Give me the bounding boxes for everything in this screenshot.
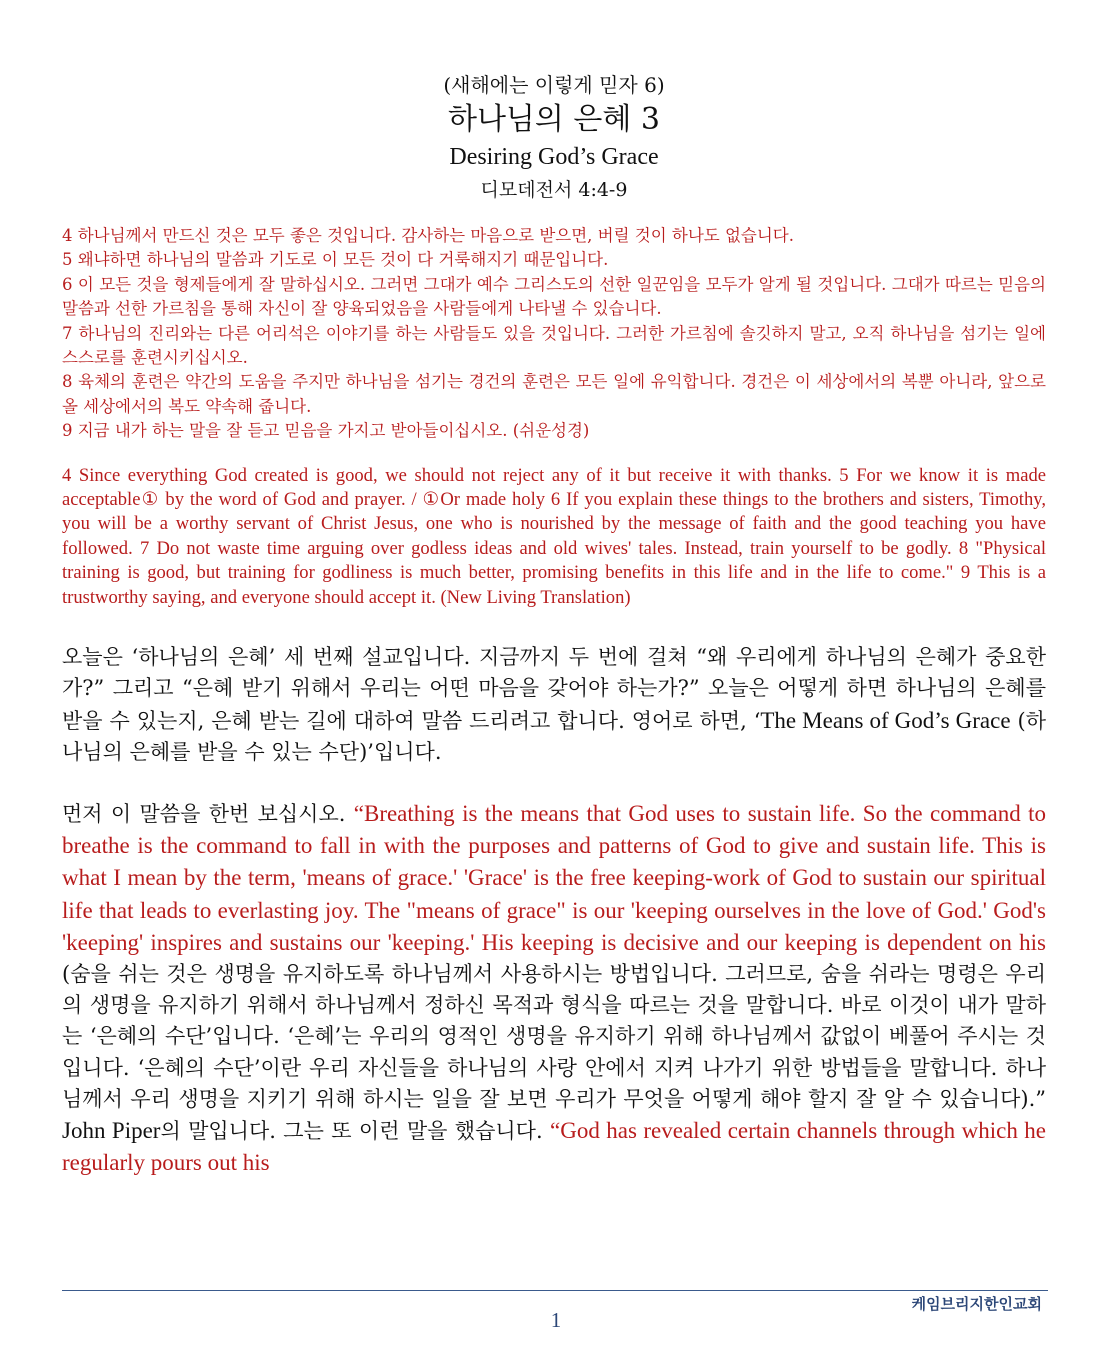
verse-5-ko: 5 왜냐하면 하나님의 말씀과 기도로 이 모든 것이 다 거룩해지기 때문입니다. <box>62 250 609 270</box>
para1-text-before: 오늘은 ‘하나님의 은혜’ 세 번째 설교입니다. 지금까지 두 번에 걸쳐 “왜 우리에게 하나님의 은혜가 중요한가?” 그리고 “은혜 받기 위해서 우리는 어떤 마음을 갖어야 하는가?” 오늘은 어떻게 하면 하나님의 은혜를 받을 수 있는지, 은혜 받는 길에 대하여 말씀 드리려고 합니다. 영어로 하면, ‘ <box>62 645 1046 733</box>
scripture-reference: 디모데전서 4:4-9 <box>480 179 628 201</box>
page-number: 1 <box>550 1308 562 1332</box>
scripture-korean <box>62 224 1046 444</box>
para2-intro: 먼저 이 말씀을 한번 보십시오. <box>62 801 354 826</box>
para2-after-author: 의 말입니다. 그는 또 이런 말을 했습니다. <box>160 1118 550 1143</box>
scripture-english-text: 4 Since everything God created is good, we should not reject any of it but receive it with thanks. 5 For we know it is made acceptable① by the word of God and prayer. / ①Or made holy 6 If you explain these things to the brothers and sisters, Timothy, you will be a worthy servant of Christ Jesus, one who is nourished by the message of faith and the good teaching you have followed. 7 Do not waste time arguing over godless ideas and old wives' tales. Instead, train yourself to be godly. 8 "Physical training is good, but training for godliness is much better, promising benefits in this life and in the life to come." 9 This is a trustworthy saying, and everyone should accept it. (New Living Translation) <box>62 464 1046 608</box>
verse-7-ko: 7 하나님의 진리와는 다른 어리석은 이야기를 하는 사람들도 있을 것입니다. 그러한 가르침에 솔깃하지 말고, 오직 하나님을 섬기는 일에 스스로를 훈련시키십시오. <box>62 323 1046 368</box>
verse-9-ko: 9 지금 내가 하는 말을 잘 듣고 믿음을 가지고 받아들이십시오. (쉬운성경) <box>62 421 590 441</box>
verse-6-ko: 6 이 모든 것을 형제들에게 잘 말하십시오. 그러면 그대가 예수 그리스도의 선한 일꾼임을 모두가 알게 될 것입니다. 그대가 따르는 믿음의 말씀과 선한 가르침을 통해 자신이 잘 양육되었음을 사람들에게 나타낼 수 있습니다. <box>62 274 1046 319</box>
quote-author: John Piper <box>62 1117 161 1143</box>
verse-8-ko: 8 육체의 훈련은 약간의 도움을 주지만 하나님을 섬기는 경건의 훈련은 모든 일에 유익합니다. 경건은 이 세상에서의 복뿐 아니라, 앞으로 올 세상에서의 복도 약속해 줍니다. <box>62 372 1046 416</box>
sermon-header <box>62 70 1046 206</box>
footer-divider <box>62 1290 1048 1291</box>
church-name: 케임브리지한인교회 <box>911 1295 1042 1313</box>
scripture-english <box>62 464 1046 610</box>
verse-4-ko: 4 하나님께서 만드신 것은 모두 좋은 것입니다. 감사하는 마음으로 받으면, 버릴 것이 하나도 없습니다. <box>62 226 794 245</box>
para2-translation: (숨을 쉬는 것은 생명을 유지하도록 하나님께서 사용하시는 방법입니다. 그러므로, 숨을 쉬라는 명령은 우리의 생명을 유지하기 위해서 하나님께서 정하신 목적과 형식을 따르는 것을 말합니다. 바로 이것이 내가 말하는 ‘은혜의 수단’입니다. ‘은혜’는 우리의 영적인 생명을 유지하기 위해 하나님께서 값없이 베풀어 주시는 것입니다. ‘은혜의 수단’이란 우리 자신들을 하나님의 사랑 안에서 지켜 나가기 위한 방법들을 말합니다. 하나님께서 우리 생명을 지키기 위해 하시는 일을 잘 보면 우리가 무엇을 어떻게 해야 할지 잘 알 수 있습니다).” <box>62 961 1046 1111</box>
document-page <box>62 70 1046 1179</box>
piper-quote-2: “God has revealed certain channels through which he regularly pours out his <box>62 1117 1047 1176</box>
para1-text-after: (하나님의 은혜를 받을 수 있는 수단)’입니다. <box>62 708 1046 764</box>
para1-english-phrase: The Means of God’s Grace <box>760 707 1011 733</box>
sermon-paragraph-2 <box>62 798 1046 1179</box>
sermon-title-english: Desiring God’s Grace <box>449 144 659 170</box>
sermon-title-korean: 하나님의 은혜 3 <box>447 102 661 137</box>
sermon-paragraph-1 <box>62 642 1046 768</box>
series-subtitle: (새해에는 이렇게 믿자 6) <box>443 73 665 97</box>
piper-quote-1: “Breathing is the means that God uses to sustain life. So the command to breathe is the command to fall in with the purposes and patterns of God to give and sustain life. This is what I mean by the term, 'means of grace.' 'Grace' is the free keeping-work of God to sustain our spiritual life that leads to everlasting joy. The "means of grace" is our 'keeping ourselves in the love of God.' God's 'keeping' inspires and sustains our 'keeping.' His keeping is decisive and our keeping is dependent on his <box>62 800 1047 955</box>
